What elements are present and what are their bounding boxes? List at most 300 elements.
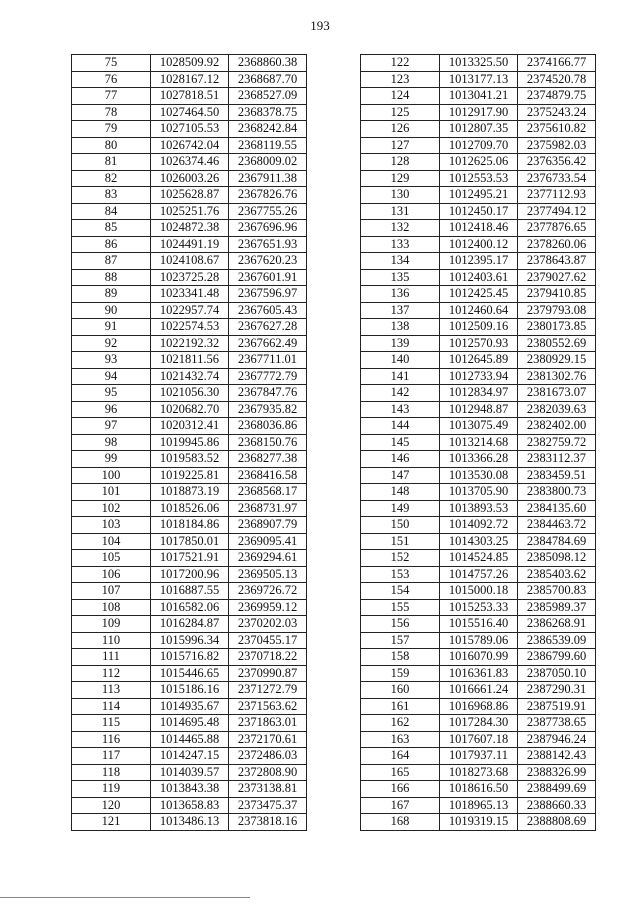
point-number-cell: 77 xyxy=(72,88,151,105)
y-coordinate-cell: 2368907.79 xyxy=(229,517,307,534)
table-row xyxy=(361,550,596,567)
y-coordinate-cell: 2382039.63 xyxy=(518,401,596,418)
x-coordinate-cell: 1023341.48 xyxy=(151,286,229,303)
x-coordinate-cell: 1012418.46 xyxy=(440,220,518,237)
y-coordinate-cell: 2368242.84 xyxy=(229,121,307,138)
x-coordinate-cell: 1024491.19 xyxy=(151,236,229,253)
point-number-cell: 94 xyxy=(72,368,151,385)
point-number-cell: 143 xyxy=(361,401,440,418)
x-coordinate-cell: 1028509.92 xyxy=(151,55,229,72)
point-number-cell: 159 xyxy=(361,665,440,682)
y-coordinate-cell: 2367826.76 xyxy=(229,187,307,204)
y-coordinate-cell: 2375982.03 xyxy=(518,137,596,154)
point-number-cell: 118 xyxy=(72,764,151,781)
point-number-cell: 115 xyxy=(72,715,151,732)
point-number-cell: 157 xyxy=(361,632,440,649)
coordinates-table-left xyxy=(71,54,307,831)
x-coordinate-cell: 1013843.38 xyxy=(151,781,229,798)
y-coordinate-cell: 2367755.26 xyxy=(229,203,307,220)
table-row xyxy=(361,154,596,171)
y-coordinate-cell: 2384463.72 xyxy=(518,517,596,534)
table-row xyxy=(361,236,596,253)
table-row xyxy=(72,451,307,468)
x-coordinate-cell: 1015000.18 xyxy=(440,583,518,600)
y-coordinate-cell: 2368568.17 xyxy=(229,484,307,501)
y-coordinate-cell: 2369294.61 xyxy=(229,550,307,567)
x-coordinate-cell: 1019583.52 xyxy=(151,451,229,468)
point-number-cell: 154 xyxy=(361,583,440,600)
x-coordinate-cell: 1025628.87 xyxy=(151,187,229,204)
x-coordinate-cell: 1014039.57 xyxy=(151,764,229,781)
y-coordinate-cell: 2377494.12 xyxy=(518,203,596,220)
point-number-cell: 121 xyxy=(72,814,151,831)
point-number-cell: 101 xyxy=(72,484,151,501)
x-coordinate-cell: 1012450.17 xyxy=(440,203,518,220)
y-coordinate-cell: 2368150.76 xyxy=(229,434,307,451)
table-row xyxy=(361,599,596,616)
point-number-cell: 156 xyxy=(361,616,440,633)
x-coordinate-cell: 1012425.45 xyxy=(440,286,518,303)
y-coordinate-cell: 2381673.07 xyxy=(518,385,596,402)
y-coordinate-cell: 2386539.09 xyxy=(518,632,596,649)
table-row xyxy=(361,632,596,649)
table-row xyxy=(72,71,307,88)
point-number-cell: 103 xyxy=(72,517,151,534)
point-number-cell: 78 xyxy=(72,104,151,121)
point-number-cell: 126 xyxy=(361,121,440,138)
point-number-cell: 142 xyxy=(361,385,440,402)
x-coordinate-cell: 1012834.97 xyxy=(440,385,518,402)
x-coordinate-cell: 1022192.32 xyxy=(151,335,229,352)
point-number-cell: 124 xyxy=(361,88,440,105)
y-coordinate-cell: 2368119.55 xyxy=(229,137,307,154)
y-coordinate-cell: 2370990.87 xyxy=(229,665,307,682)
table-row xyxy=(72,418,307,435)
point-number-cell: 97 xyxy=(72,418,151,435)
point-number-cell: 164 xyxy=(361,748,440,765)
y-coordinate-cell: 2367847.76 xyxy=(229,385,307,402)
point-number-cell: 107 xyxy=(72,583,151,600)
point-number-cell: 113 xyxy=(72,682,151,699)
point-number-cell: 117 xyxy=(72,748,151,765)
y-coordinate-cell: 2369505.13 xyxy=(229,566,307,583)
x-coordinate-cell: 1012625.06 xyxy=(440,154,518,171)
y-coordinate-cell: 2370455.17 xyxy=(229,632,307,649)
x-coordinate-cell: 1016661.24 xyxy=(440,682,518,699)
point-number-cell: 116 xyxy=(72,731,151,748)
point-number-cell: 90 xyxy=(72,302,151,319)
x-coordinate-cell: 1026742.04 xyxy=(151,137,229,154)
point-number-cell: 132 xyxy=(361,220,440,237)
point-number-cell: 83 xyxy=(72,187,151,204)
y-coordinate-cell: 2370718.22 xyxy=(229,649,307,666)
x-coordinate-cell: 1021432.74 xyxy=(151,368,229,385)
point-number-cell: 89 xyxy=(72,286,151,303)
point-number-cell: 122 xyxy=(361,55,440,72)
table-row xyxy=(361,104,596,121)
table-row xyxy=(72,236,307,253)
point-number-cell: 87 xyxy=(72,253,151,270)
x-coordinate-cell: 1017850.01 xyxy=(151,533,229,550)
x-coordinate-cell: 1018526.06 xyxy=(151,500,229,517)
table-row xyxy=(72,781,307,798)
y-coordinate-cell: 2388142.43 xyxy=(518,748,596,765)
y-coordinate-cell: 2388808.69 xyxy=(518,814,596,831)
point-number-cell: 84 xyxy=(72,203,151,220)
x-coordinate-cell: 1013705.90 xyxy=(440,484,518,501)
x-coordinate-cell: 1026374.46 xyxy=(151,154,229,171)
x-coordinate-cell: 1012495.21 xyxy=(440,187,518,204)
table-row xyxy=(361,187,596,204)
x-coordinate-cell: 1013075.49 xyxy=(440,418,518,435)
point-number-cell: 123 xyxy=(361,71,440,88)
point-number-cell: 153 xyxy=(361,566,440,583)
table-row xyxy=(361,269,596,286)
point-number-cell: 100 xyxy=(72,467,151,484)
table-row xyxy=(72,220,307,237)
x-coordinate-cell: 1014092.72 xyxy=(440,517,518,534)
x-coordinate-cell: 1013366.28 xyxy=(440,451,518,468)
y-coordinate-cell: 2371863.01 xyxy=(229,715,307,732)
table-row xyxy=(72,467,307,484)
table-row xyxy=(72,187,307,204)
point-number-cell: 167 xyxy=(361,797,440,814)
point-number-cell: 105 xyxy=(72,550,151,567)
x-coordinate-cell: 1014247.15 xyxy=(151,748,229,765)
table-row xyxy=(361,500,596,517)
y-coordinate-cell: 2372486.03 xyxy=(229,748,307,765)
point-number-cell: 98 xyxy=(72,434,151,451)
point-number-cell: 76 xyxy=(72,71,151,88)
table-row xyxy=(72,302,307,319)
y-coordinate-cell: 2367935.82 xyxy=(229,401,307,418)
table-row xyxy=(361,484,596,501)
x-coordinate-cell: 1014524.85 xyxy=(440,550,518,567)
table-row xyxy=(361,368,596,385)
y-coordinate-cell: 2367605.43 xyxy=(229,302,307,319)
y-coordinate-cell: 2387519.91 xyxy=(518,698,596,715)
x-coordinate-cell: 1017607.18 xyxy=(440,731,518,748)
y-coordinate-cell: 2387050.10 xyxy=(518,665,596,682)
table-row xyxy=(72,517,307,534)
x-coordinate-cell: 1022574.53 xyxy=(151,319,229,336)
y-coordinate-cell: 2388660.33 xyxy=(518,797,596,814)
point-number-cell: 131 xyxy=(361,203,440,220)
x-coordinate-cell: 1021056.30 xyxy=(151,385,229,402)
x-coordinate-cell: 1013214.68 xyxy=(440,434,518,451)
x-coordinate-cell: 1024872.38 xyxy=(151,220,229,237)
point-number-cell: 86 xyxy=(72,236,151,253)
table-row xyxy=(72,203,307,220)
table-row xyxy=(361,286,596,303)
table-row xyxy=(72,104,307,121)
y-coordinate-cell: 2374520.78 xyxy=(518,71,596,88)
x-coordinate-cell: 1013486.13 xyxy=(151,814,229,831)
y-coordinate-cell: 2387738.65 xyxy=(518,715,596,732)
x-coordinate-cell: 1014757.26 xyxy=(440,566,518,583)
page-number: 193 xyxy=(310,18,330,33)
point-number-cell: 106 xyxy=(72,566,151,583)
x-coordinate-cell: 1017284.30 xyxy=(440,715,518,732)
y-coordinate-cell: 2385700.83 xyxy=(518,583,596,600)
y-coordinate-cell: 2367596.97 xyxy=(229,286,307,303)
point-number-cell: 109 xyxy=(72,616,151,633)
y-coordinate-cell: 2378260.06 xyxy=(518,236,596,253)
x-coordinate-cell: 1027464.50 xyxy=(151,104,229,121)
table-row xyxy=(361,566,596,583)
table-row xyxy=(72,286,307,303)
y-coordinate-cell: 2387946.24 xyxy=(518,731,596,748)
y-coordinate-cell: 2371563.62 xyxy=(229,698,307,715)
point-number-cell: 158 xyxy=(361,649,440,666)
table-row xyxy=(361,203,596,220)
table-row xyxy=(72,649,307,666)
table-row xyxy=(361,649,596,666)
table-row xyxy=(361,170,596,187)
table-row xyxy=(72,566,307,583)
x-coordinate-cell: 1012645.89 xyxy=(440,352,518,369)
table-row xyxy=(72,434,307,451)
x-coordinate-cell: 1019225.81 xyxy=(151,467,229,484)
point-number-cell: 92 xyxy=(72,335,151,352)
point-number-cell: 111 xyxy=(72,649,151,666)
point-number-cell: 144 xyxy=(361,418,440,435)
point-number-cell: 145 xyxy=(361,434,440,451)
x-coordinate-cell: 1016887.55 xyxy=(151,583,229,600)
y-coordinate-cell: 2373138.81 xyxy=(229,781,307,798)
y-coordinate-cell: 2368860.38 xyxy=(229,55,307,72)
y-coordinate-cell: 2367620.23 xyxy=(229,253,307,270)
point-number-cell: 85 xyxy=(72,220,151,237)
table-row xyxy=(361,616,596,633)
y-coordinate-cell: 2388499.69 xyxy=(518,781,596,798)
y-coordinate-cell: 2374166.77 xyxy=(518,55,596,72)
x-coordinate-cell: 1018184.86 xyxy=(151,517,229,534)
table-row xyxy=(72,319,307,336)
table-row xyxy=(72,682,307,699)
table-row xyxy=(72,385,307,402)
x-coordinate-cell: 1012460.64 xyxy=(440,302,518,319)
y-coordinate-cell: 2368009.02 xyxy=(229,154,307,171)
x-coordinate-cell: 1023725.28 xyxy=(151,269,229,286)
point-number-cell: 163 xyxy=(361,731,440,748)
y-coordinate-cell: 2368527.09 xyxy=(229,88,307,105)
x-coordinate-cell: 1024108.67 xyxy=(151,253,229,270)
table-row xyxy=(361,401,596,418)
y-coordinate-cell: 2385098.12 xyxy=(518,550,596,567)
table-row xyxy=(361,583,596,600)
x-coordinate-cell: 1013177.13 xyxy=(440,71,518,88)
y-coordinate-cell: 2367651.93 xyxy=(229,236,307,253)
table-row xyxy=(361,220,596,237)
table-row xyxy=(72,616,307,633)
table-row xyxy=(361,715,596,732)
table-row xyxy=(72,665,307,682)
x-coordinate-cell: 1016361.83 xyxy=(440,665,518,682)
table-row xyxy=(72,715,307,732)
y-coordinate-cell: 2371272.79 xyxy=(229,682,307,699)
y-coordinate-cell: 2383112.37 xyxy=(518,451,596,468)
y-coordinate-cell: 2372808.90 xyxy=(229,764,307,781)
y-coordinate-cell: 2369095.41 xyxy=(229,533,307,550)
x-coordinate-cell: 1027105.53 xyxy=(151,121,229,138)
table-row xyxy=(361,682,596,699)
point-number-cell: 150 xyxy=(361,517,440,534)
table-row xyxy=(361,88,596,105)
y-coordinate-cell: 2374879.75 xyxy=(518,88,596,105)
point-number-cell: 82 xyxy=(72,170,151,187)
coordinates-table-right xyxy=(360,54,596,831)
point-number-cell: 93 xyxy=(72,352,151,369)
point-number-cell: 137 xyxy=(361,302,440,319)
x-coordinate-cell: 1017937.11 xyxy=(440,748,518,765)
table-row xyxy=(361,698,596,715)
table-row xyxy=(72,764,307,781)
point-number-cell: 160 xyxy=(361,682,440,699)
y-coordinate-cell: 2380173.85 xyxy=(518,319,596,336)
point-number-cell: 120 xyxy=(72,797,151,814)
y-coordinate-cell: 2382759.72 xyxy=(518,434,596,451)
point-number-cell: 134 xyxy=(361,253,440,270)
point-number-cell: 88 xyxy=(72,269,151,286)
x-coordinate-cell: 1019945.86 xyxy=(151,434,229,451)
y-coordinate-cell: 2368378.75 xyxy=(229,104,307,121)
table-row xyxy=(72,121,307,138)
table-row xyxy=(361,665,596,682)
point-number-cell: 151 xyxy=(361,533,440,550)
point-number-cell: 148 xyxy=(361,484,440,501)
table-row xyxy=(361,533,596,550)
point-number-cell: 79 xyxy=(72,121,151,138)
y-coordinate-cell: 2367696.96 xyxy=(229,220,307,237)
point-number-cell: 112 xyxy=(72,665,151,682)
x-coordinate-cell: 1016070.99 xyxy=(440,649,518,666)
table-row xyxy=(361,319,596,336)
point-number-cell: 166 xyxy=(361,781,440,798)
x-coordinate-cell: 1015186.16 xyxy=(151,682,229,699)
x-coordinate-cell: 1013893.53 xyxy=(440,500,518,517)
table-row xyxy=(72,599,307,616)
x-coordinate-cell: 1017200.96 xyxy=(151,566,229,583)
y-coordinate-cell: 2367662.49 xyxy=(229,335,307,352)
table-row xyxy=(361,71,596,88)
y-coordinate-cell: 2378643.87 xyxy=(518,253,596,270)
y-coordinate-cell: 2386799.60 xyxy=(518,649,596,666)
y-coordinate-cell: 2375610.82 xyxy=(518,121,596,138)
table-row xyxy=(72,55,307,72)
x-coordinate-cell: 1020312.41 xyxy=(151,418,229,435)
x-coordinate-cell: 1012948.87 xyxy=(440,401,518,418)
point-number-cell: 127 xyxy=(361,137,440,154)
y-coordinate-cell: 2384784.69 xyxy=(518,533,596,550)
y-coordinate-cell: 2385989.37 xyxy=(518,599,596,616)
table-row xyxy=(361,352,596,369)
x-coordinate-cell: 1013325.50 xyxy=(440,55,518,72)
x-coordinate-cell: 1021811.56 xyxy=(151,352,229,369)
x-coordinate-cell: 1012509.16 xyxy=(440,319,518,336)
point-number-cell: 135 xyxy=(361,269,440,286)
point-number-cell: 96 xyxy=(72,401,151,418)
point-number-cell: 155 xyxy=(361,599,440,616)
table-row xyxy=(72,632,307,649)
y-coordinate-cell: 2367627.28 xyxy=(229,319,307,336)
table-row xyxy=(361,121,596,138)
x-coordinate-cell: 1018273.68 xyxy=(440,764,518,781)
x-coordinate-cell: 1015996.34 xyxy=(151,632,229,649)
table-row xyxy=(361,814,596,831)
point-number-cell: 139 xyxy=(361,335,440,352)
point-number-cell: 91 xyxy=(72,319,151,336)
y-coordinate-cell: 2370202.03 xyxy=(229,616,307,633)
x-coordinate-cell: 1014303.25 xyxy=(440,533,518,550)
table-row xyxy=(72,170,307,187)
y-coordinate-cell: 2375243.24 xyxy=(518,104,596,121)
y-coordinate-cell: 2382402.00 xyxy=(518,418,596,435)
point-number-cell: 149 xyxy=(361,500,440,517)
table-row xyxy=(361,418,596,435)
y-coordinate-cell: 2369959.12 xyxy=(229,599,307,616)
point-number-cell: 133 xyxy=(361,236,440,253)
table-row xyxy=(361,797,596,814)
table-row xyxy=(361,335,596,352)
table-row xyxy=(72,484,307,501)
point-number-cell: 136 xyxy=(361,286,440,303)
x-coordinate-cell: 1015446.65 xyxy=(151,665,229,682)
x-coordinate-cell: 1015716.82 xyxy=(151,649,229,666)
point-number-cell: 95 xyxy=(72,385,151,402)
y-coordinate-cell: 2383459.51 xyxy=(518,467,596,484)
x-coordinate-cell: 1013041.21 xyxy=(440,88,518,105)
x-coordinate-cell: 1018965.13 xyxy=(440,797,518,814)
table-row xyxy=(361,731,596,748)
footer-rule xyxy=(0,897,250,898)
point-number-cell: 140 xyxy=(361,352,440,369)
table-row xyxy=(72,137,307,154)
y-coordinate-cell: 2379410.85 xyxy=(518,286,596,303)
table-row xyxy=(361,302,596,319)
point-number-cell: 125 xyxy=(361,104,440,121)
table-row xyxy=(72,352,307,369)
x-coordinate-cell: 1020682.70 xyxy=(151,401,229,418)
table-row xyxy=(361,467,596,484)
x-coordinate-cell: 1018873.19 xyxy=(151,484,229,501)
y-coordinate-cell: 2377876.65 xyxy=(518,220,596,237)
y-coordinate-cell: 2379027.62 xyxy=(518,269,596,286)
table-row xyxy=(361,385,596,402)
x-coordinate-cell: 1016582.06 xyxy=(151,599,229,616)
table-row xyxy=(361,253,596,270)
point-number-cell: 129 xyxy=(361,170,440,187)
point-number-cell: 81 xyxy=(72,154,151,171)
point-number-cell: 152 xyxy=(361,550,440,567)
x-coordinate-cell: 1013658.83 xyxy=(151,797,229,814)
y-coordinate-cell: 2384135.60 xyxy=(518,500,596,517)
y-coordinate-cell: 2373818.16 xyxy=(229,814,307,831)
y-coordinate-cell: 2377112.93 xyxy=(518,187,596,204)
x-coordinate-cell: 1027818.51 xyxy=(151,88,229,105)
point-number-cell: 119 xyxy=(72,781,151,798)
y-coordinate-cell: 2368277.38 xyxy=(229,451,307,468)
table-row xyxy=(72,401,307,418)
y-coordinate-cell: 2368731.97 xyxy=(229,500,307,517)
table-row xyxy=(361,451,596,468)
table-row xyxy=(72,797,307,814)
x-coordinate-cell: 1016284.87 xyxy=(151,616,229,633)
x-coordinate-cell: 1014465.88 xyxy=(151,731,229,748)
y-coordinate-cell: 2368687.70 xyxy=(229,71,307,88)
point-number-cell: 114 xyxy=(72,698,151,715)
y-coordinate-cell: 2367911.38 xyxy=(229,170,307,187)
